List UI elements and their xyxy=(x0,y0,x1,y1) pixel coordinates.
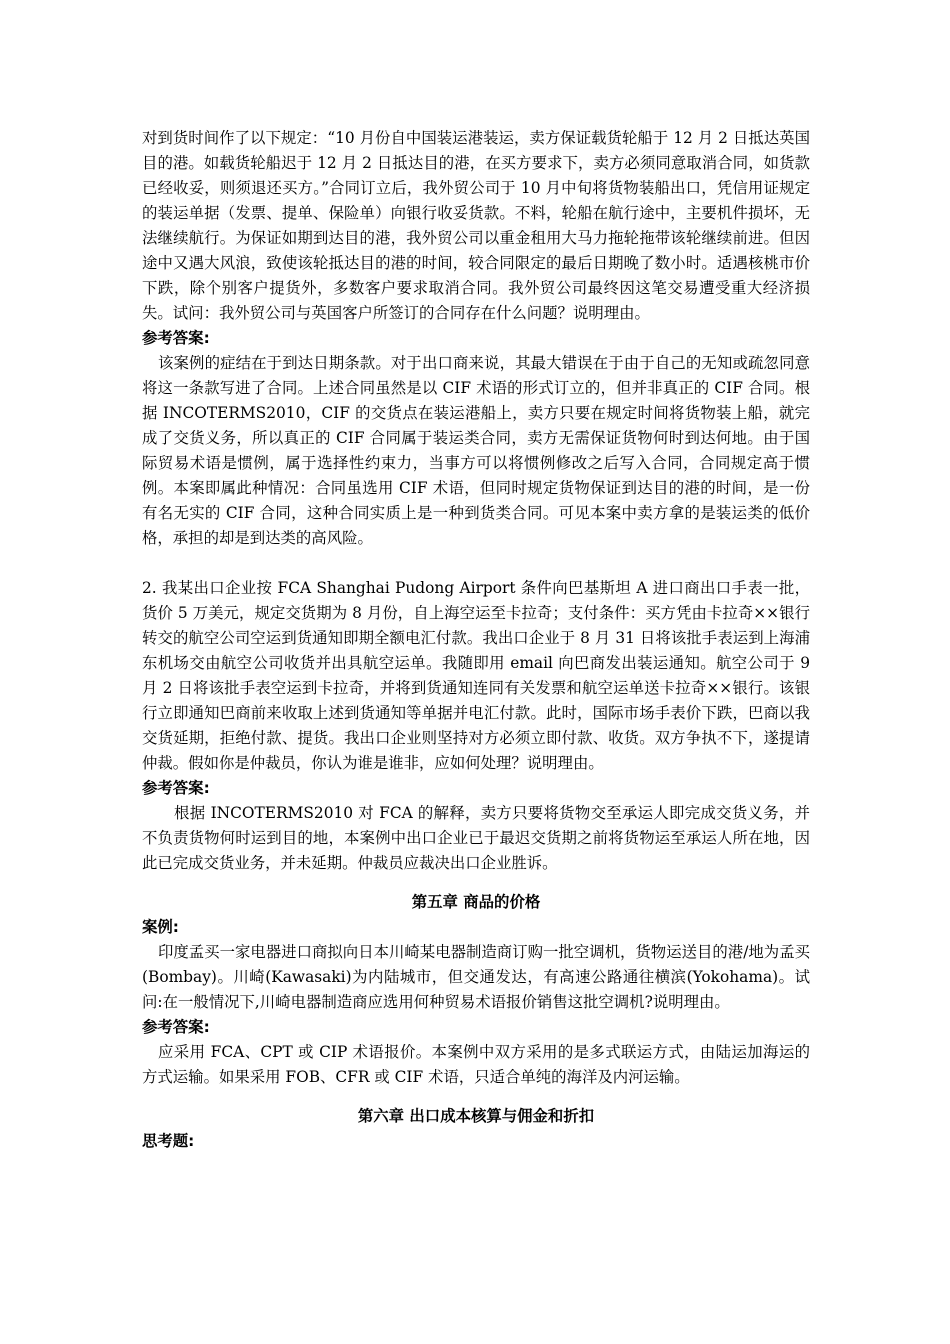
chapter5-answer-label: 参考答案: xyxy=(142,1018,210,1036)
chapter6-title: 第六章 出口成本核算与佣金和折扣 xyxy=(357,1107,595,1125)
case2-answer: 根据 INCOTERMS2010 对 FCA 的解释，卖方只要将货物交至承运人即完成交货义务，并不负责货物何时运到目的地，本案例中出口企业已于最迟交货期之前将货物运至承运人所在地，因此已完成交货业务，并未延期。仲裁员应裁决出口企业胜诉。 xyxy=(142,804,810,872)
case2-answer-label: 参考答案: xyxy=(142,779,210,797)
spacer xyxy=(142,1090,810,1104)
case2-question: 2. 我某出口企业按 FCA Shanghai Pudong Airport 条件向巴基斯坦 A 进口商出口手表一批，货价 5 万美元，规定交货期为 8 月份，自上海空运至卡拉奇；支付条件：买方凭由卡拉奇××银行转交的航空公司空运到货通知即期全额电汇付款。我出口企业于 8 月 31 日将该批手表运到上海浦东机场交由航空公司收货并出具航空运单。我随即用 email 向巴商发出装运通知。航空公司于 9 月 2 日将该批手表空运到卡拉奇，并将到货通知连同有关发票和航空运单送卡拉奇××银行。该银行立即通知巴商前来收取上述到货通知等单据并电汇付款。此时，国际市场手表价下跌，巴商以我交货延期，拒绝付款、提货。我出口企业则坚持对方必须立即付款、收货。双方争执不下，遂提请仲裁。假如你是仲裁员，你认为谁是谁非，应如何处理？说明理由。 xyxy=(142,579,810,772)
spacer xyxy=(142,876,810,890)
chapter5-case: 印度孟买一家电器进口商拟向日本川崎某电器制造商订购一批空调机，货物运送目的港/地为孟买(Bombay)。川崎(Kawasaki)为内陆城市，但交通发达，有高速公路通往横滨(Yokohama)。试问:在一般情况下,川崎电器制造商应选用何种贸易术语报价销售这批空调机?说明理由。 xyxy=(142,943,810,1011)
chapter6-question-label: 思考题: xyxy=(142,1132,195,1150)
chapter5-case-label: 案例: xyxy=(142,918,179,936)
spacer xyxy=(142,551,810,576)
case1-answer: 该案例的症结在于到达日期条款。对于出口商来说，其最大错误在于由于自己的无知或疏忽同意将这一条款写进了合同。上述合同虽然是以 CIF 术语的形式订立的，但并非真正的 CIF 合同。根据 INCOTERMS2010，CIF 的交货点在装运港船上，卖方只要在规定时间将货物装上船，就完成了交货义务，所以真正的 CIF 合同属于装运类合同，卖方无需保证货物何时到达何地。由于国际贸易术语是惯例，属于选择性约束力，当事方可以将惯例修改之后写入合同，合同规定高于惯例。本案即属此种情况：合同虽选用 CIF 术语，但同时规定货物保证到达目的港的时间，是一份有名无实的 CIF 合同，这种合同实质上是一种到货类合同。可见本案中卖方拿的是装运类的低价格，承担的却是到达类的高风险。 xyxy=(142,354,810,547)
document-page xyxy=(142,126,810,1154)
chapter5-answer: 应采用 FCA、CPT 或 CIP 术语报价。本案例中双方采用的是多式联运方式，由陆运加海运的方式运输。如果采用 FOB、CFR 或 CIF 术语，只适合单纯的海洋及内河运输。 xyxy=(142,1043,810,1086)
case1-question: 对到货时间作了以下规定：“10 月份自中国装运港装运，卖方保证载货轮船于 12 月 2 日抵达英国目的港。如载货轮船迟于 12 月 2 日抵达目的港，在买方要求下，卖方必须同意取消合同，如货款已经收妥，则须退还买方。”合同订立后，我外贸公司于 10 月中旬将货物装船出口，凭信用证规定的装运单据（发票、提单、保险单）向银行收妥货款。不料，轮船在航行途中，主要机件损坏，无法继续航行。为保证如期到达目的港，我外贸公司以重金租用大马力拖轮拖带该轮继续前进。但因途中又遇大风浪，致使该轮抵达目的港的时间，较合同限定的最后日期晚了数小时。适遇核桃市价下跌，除个别客户提货外，多数客户要求取消合同。我外贸公司最终因这笔交易遭受重大经济损失。试问：我外贸公司与英国客户所签订的合同存在什么问题？说明理由。 xyxy=(142,129,810,322)
chapter5-title: 第五章 商品的价格 xyxy=(411,893,541,911)
case1-answer-label: 参考答案: xyxy=(142,329,210,347)
